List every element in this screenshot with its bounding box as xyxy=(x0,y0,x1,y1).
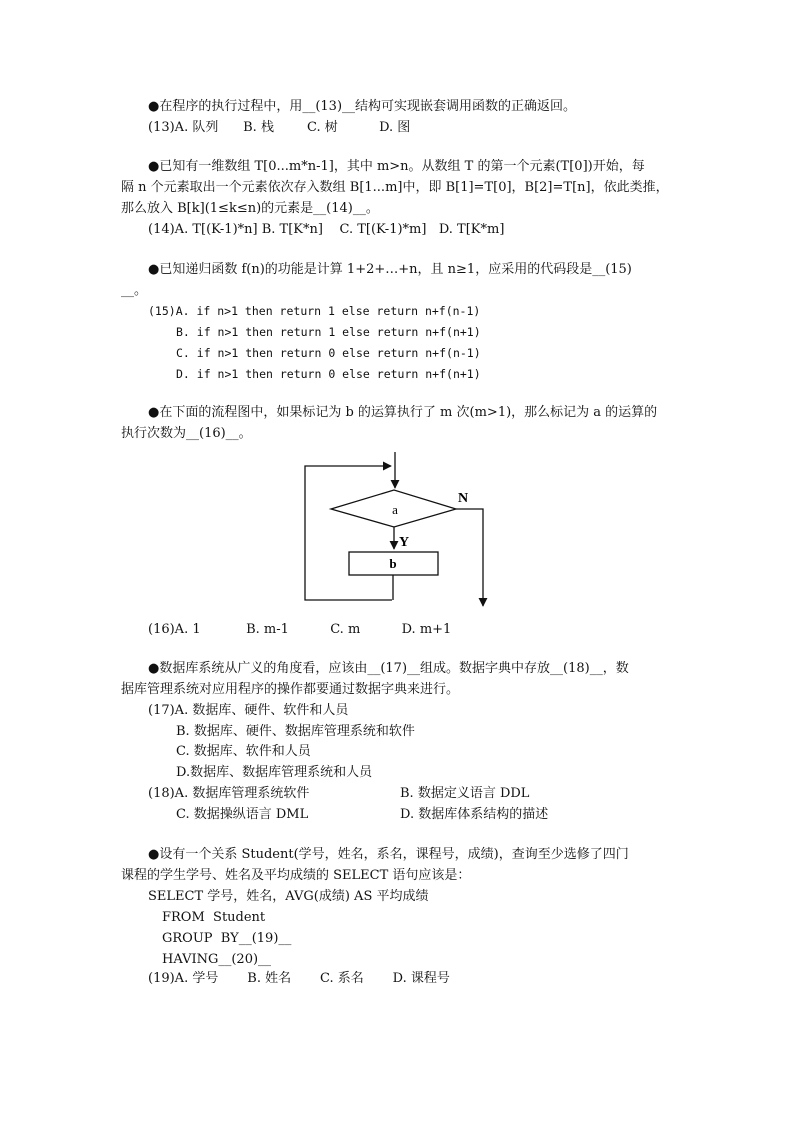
question-14-stem-line-1: ●已知有一维数组 T[0...m*n-1]，其中 m>n。从数组 T 的第一个元素(T[0])开始，每 xyxy=(148,159,645,174)
question-16-stem-line-1: ●在下面的流程图中，如果标记为 b 的运算执行了 m 次(m>1)，那么标记为 a 的运算的 xyxy=(148,405,658,420)
question-15-option-c: C. if n>1 then return 0 else return n+f(n-1) xyxy=(176,346,481,360)
question-18-option-d: D. 数据库体系结构的描述 xyxy=(400,807,549,822)
question-18-option-a: (18)A. 数据库管理系统软件 xyxy=(148,786,310,801)
question-17-option-a: (17)A. 数据库、硬件、软件和人员 xyxy=(148,703,349,718)
sql-line-group-by: GROUP BY__(19)__ xyxy=(162,931,292,946)
question-14-stem-line-3: 那么放入 B[k](1≤k≤n)的元素是__(14)__。 xyxy=(121,201,379,216)
question-14-options: (14)A. T[(K-1)*n] B. T[K*n] C. T[(K-1)*m] D. T[K*m] xyxy=(148,222,505,237)
sql-line-select: SELECT 学号，姓名，AVG(成绩) AS 平均成绩 xyxy=(148,889,429,904)
question-15-stem-line-2: __。 xyxy=(121,283,148,298)
sql-line-from: FROM Student xyxy=(162,910,266,925)
decision-label: a xyxy=(392,502,398,517)
question-19-stem-line-2: 课程的学生学号、姓名及平均成绩的 SELECT 语句应该是： xyxy=(121,868,471,883)
question-17-stem-line-2: 据库管理系统对应用程序的操作都要通过数据字典来进行。 xyxy=(121,682,460,697)
question-15-option-d: D. if n>1 then return 0 else return n+f(n+1) xyxy=(176,367,481,381)
yes-label: Y xyxy=(399,535,410,550)
question-13-options: (13)A. 队列 B. 栈 C. 树 D. 图 xyxy=(148,120,411,135)
question-17-option-c: C. 数据库、软件和人员 xyxy=(176,744,311,759)
question-16-stem-line-2: 执行次数为__(16)__。 xyxy=(121,426,252,441)
question-19-options: (19)A. 学号 B. 姓名 C. 系名 D. 课程号 xyxy=(148,971,450,986)
question-17-stem-line-1: ●数据库系统从广义的角度看，应该由__(17)__组成。数据字典中存放__(18)__，数 xyxy=(148,661,629,676)
question-17-option-b: B. 数据库、硬件、数据库管理系统和软件 xyxy=(176,724,415,739)
question-14-stem-line-2: 隔 n 个元素取出一个元素依次存入数组 B[1...m]中，即 B[1]=T[0]，B[2]=T[n]，依此类推， xyxy=(121,180,669,195)
question-13-stem: ●在程序的执行过程中，用__(13)__结构可实现嵌套调用函数的正确返回。 xyxy=(148,99,577,114)
question-16-options: (16)A. 1 B. m-1 C. m D. m+1 xyxy=(148,622,452,637)
question-18-option-c: C. 数据操纵语言 DML xyxy=(176,807,309,822)
sql-line-having: HAVING__(20)__ xyxy=(162,952,272,967)
no-label: N xyxy=(458,491,469,506)
no-arrow xyxy=(456,509,483,606)
question-19-stem-line-1: ●设有一个关系 Student(学号，姓名，系名，课程号，成绩)，查询至少选修了四门 xyxy=(148,847,629,862)
question-15-option-a: (15)A. if n>1 then return 1 else return n+f(n-1) xyxy=(148,304,481,318)
loop-back-arrow xyxy=(305,466,392,600)
question-15-stem-line-1: ●已知递归函数 f(n)的功能是计算 1+2+…+n，且 n≥1，应采用的代码段是__(15) xyxy=(148,262,632,277)
question-17-option-d: D.数据库、数据库管理系统和人员 xyxy=(176,765,373,780)
question-18-option-b: B. 数据定义语言 DDL xyxy=(400,786,530,801)
question-15-option-b: B. if n>1 then return 1 else return n+f(n+1) xyxy=(176,325,481,339)
process-label: b xyxy=(389,556,397,571)
